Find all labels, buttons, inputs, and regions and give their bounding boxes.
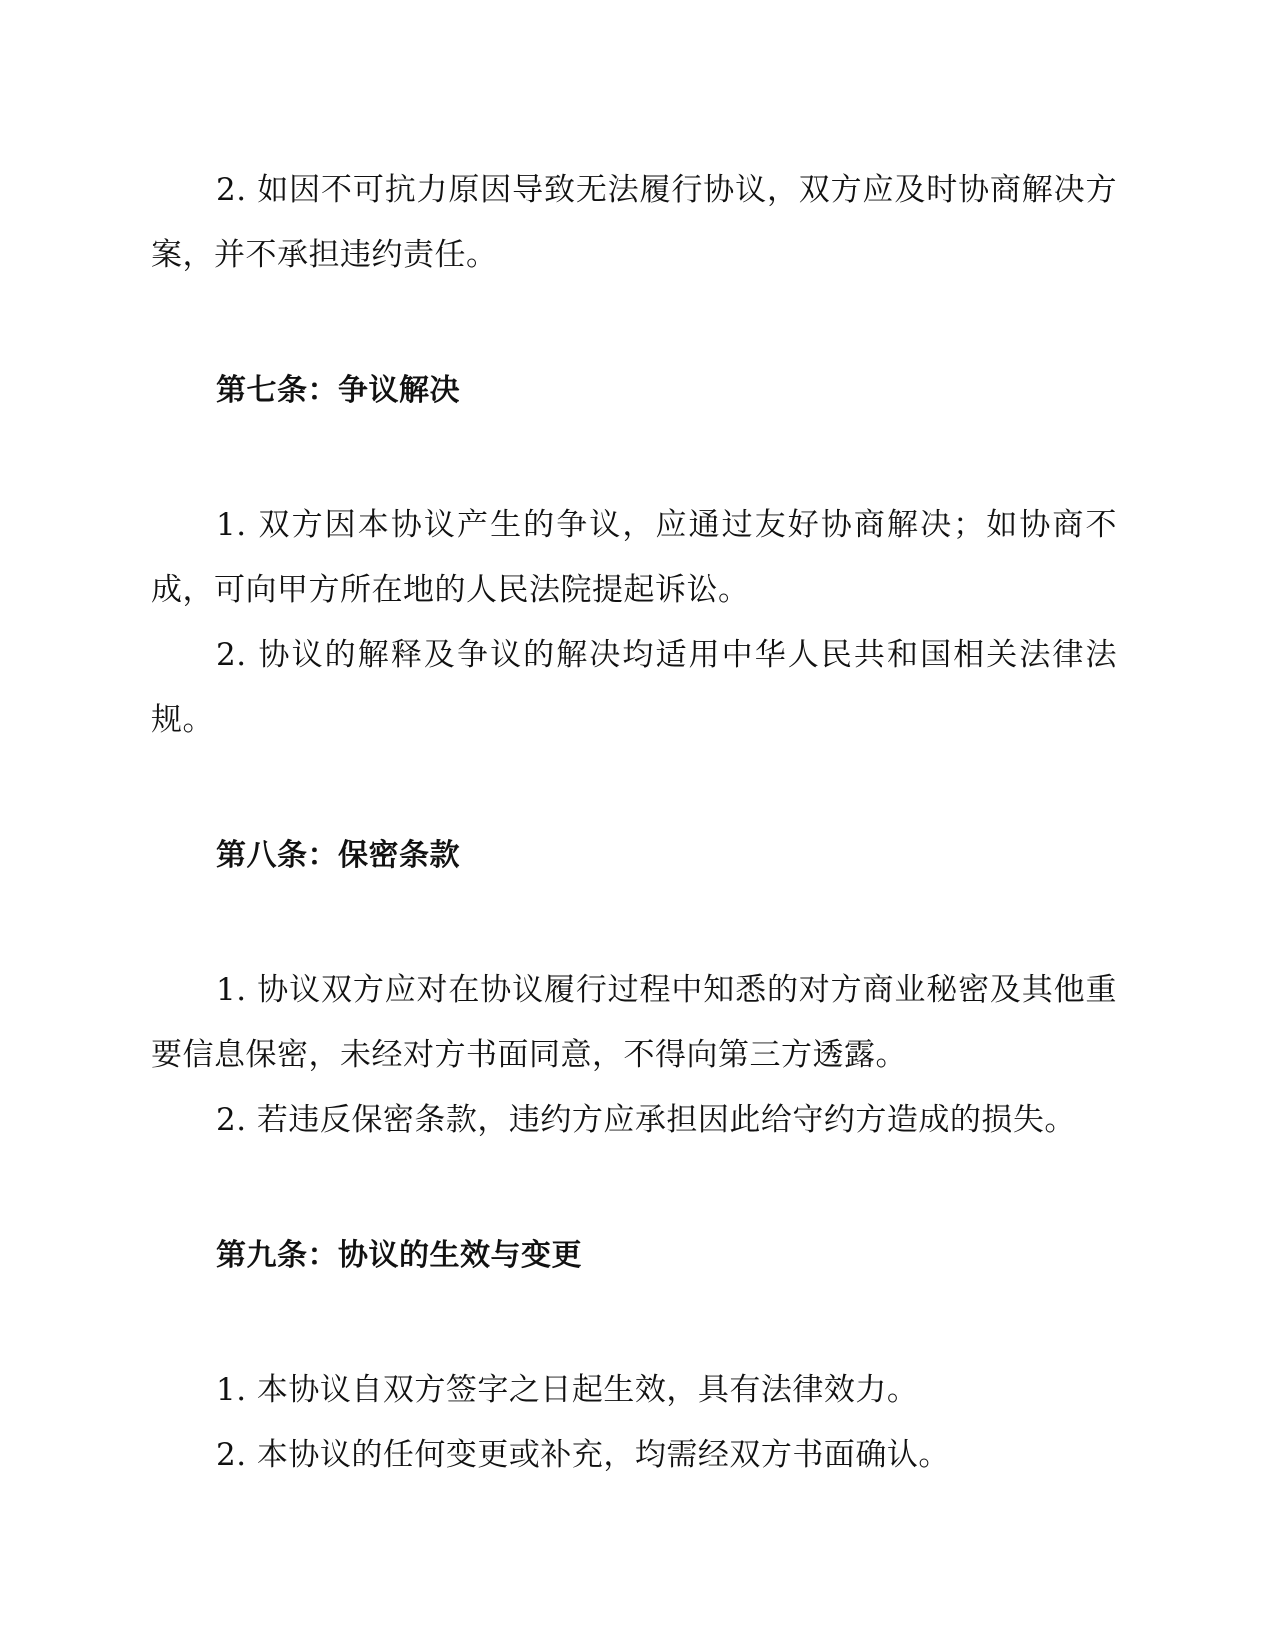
article-7-heading: 第七条：争议解决 [216,373,460,408]
article-9-item-2: 2. 本协议的任何变更或补充，均需经双方书面确认。 [216,1437,950,1473]
document-body [151,158,1117,1488]
article-8-heading: 第八条：保密条款 [216,838,460,873]
article-8-item-2: 2. 若违反保密条款，违约方应承担因此给守约方造成的损失。 [216,1102,1076,1138]
clause-6-item-2: 2. 如因不可抗力原因导致无法履行协议，双方应及时协商解决方案，并不承担违约责任。 [151,172,1117,273]
article-7-item-2: 2. 协议的解释及争议的解决均适用中华人民共和国相关法律法规。 [151,637,1117,738]
article-9-heading: 第九条：协议的生效与变更 [216,1238,582,1273]
article-7-item-1: 1. 双方因本协议产生的争议，应通过友好协商解决；如协商不成，可向甲方所在地的人民法院提起诉讼。 [151,507,1117,608]
article-9-item-1: 1. 本协议自双方签字之日起生效，具有法律效力。 [216,1372,919,1408]
article-8-item-1: 1. 协议双方应对在协议履行过程中知悉的对方商业秘密及其他重要信息保密，未经对方书面同意，不得向第三方透露。 [151,972,1117,1073]
